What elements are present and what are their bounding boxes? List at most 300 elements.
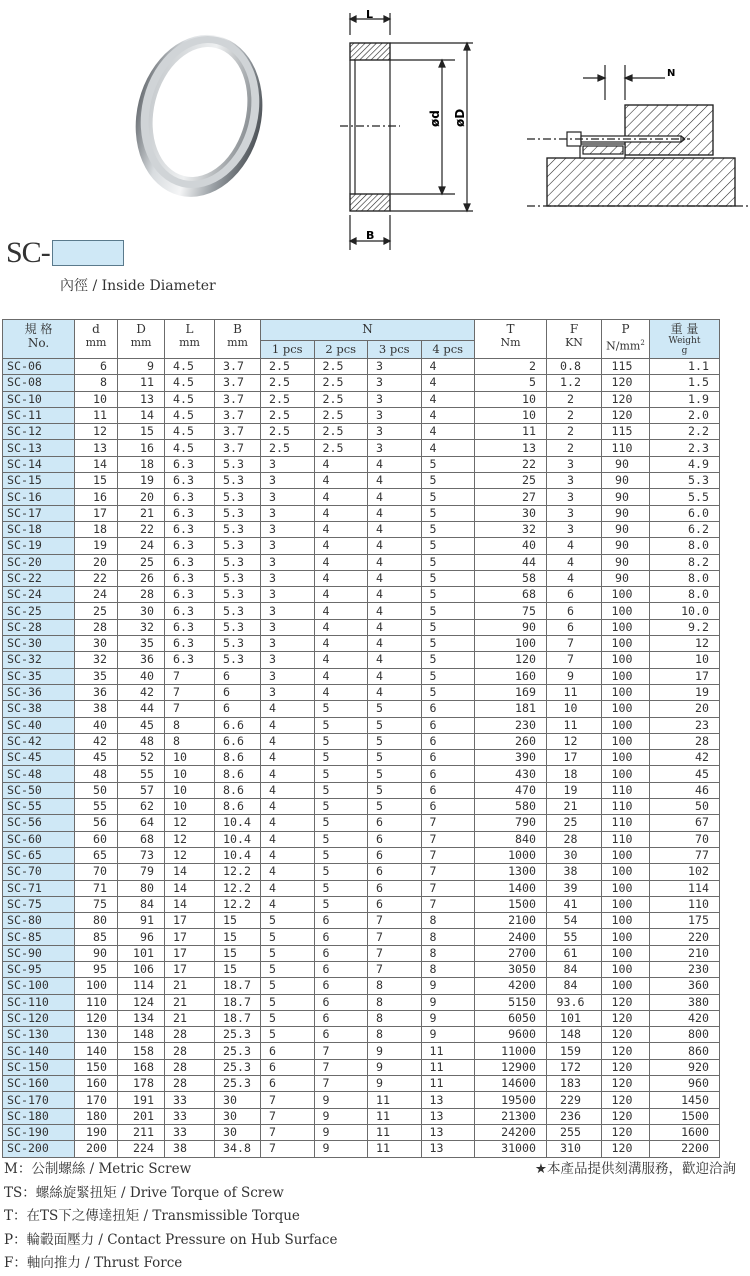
cell-d: 20 — [75, 554, 118, 570]
cell-D: 79 — [118, 864, 165, 880]
cell-n3: 7 — [368, 929, 422, 945]
cell-n3: 4 — [368, 521, 422, 537]
cell-weight: 380 — [650, 994, 720, 1010]
legend-item-f: F：軸向推力 / Thrust Force — [4, 1255, 183, 1271]
col-B: B mm — [215, 320, 261, 359]
cell-n2: 5 — [314, 799, 368, 815]
cell-D: 48 — [118, 733, 165, 749]
cell-p: 100 — [602, 929, 650, 945]
cell-p: 110 — [602, 831, 650, 847]
cell-f: 18 — [547, 766, 602, 782]
table-row — [3, 1010, 720, 1026]
cell-D: 158 — [118, 1043, 165, 1059]
cell-weight: 70 — [650, 831, 720, 847]
cell-n1: 4 — [261, 766, 315, 782]
cell-L: 6.3 — [165, 538, 215, 554]
cell-L: 8 — [165, 733, 215, 749]
cell-n1: 5 — [261, 1010, 315, 1026]
cell-f: 7 — [547, 652, 602, 668]
cell-n4: 5 — [421, 554, 475, 570]
cell-t: 2400 — [475, 929, 547, 945]
cell-n3: 5 — [368, 766, 422, 782]
cell-D: 35 — [118, 636, 165, 652]
cell-weight: 114 — [650, 880, 720, 896]
cell-weight: 920 — [650, 1059, 720, 1075]
cell-d: 85 — [75, 929, 118, 945]
cell-n1: 5 — [261, 945, 315, 961]
cell-n3: 6 — [368, 896, 422, 912]
cell-n4: 5 — [421, 603, 475, 619]
cell-d: 70 — [75, 864, 118, 880]
cell-D: 148 — [118, 1027, 165, 1043]
cell-p: 90 — [602, 554, 650, 570]
cell-L: 17 — [165, 961, 215, 977]
cell-n2: 5 — [314, 847, 368, 863]
cell-f: 310 — [547, 1141, 602, 1157]
cell-model: SC-32 — [3, 652, 75, 668]
cell-weight: 5.5 — [650, 489, 720, 505]
cell-n3: 6 — [368, 847, 422, 863]
cell-d: 14 — [75, 456, 118, 472]
table-row — [3, 521, 720, 537]
cell-weight: 1450 — [650, 1092, 720, 1108]
cell-B: 6.6 — [215, 717, 261, 733]
cell-n3: 4 — [368, 538, 422, 554]
cell-L: 21 — [165, 1010, 215, 1026]
cell-d: 160 — [75, 1076, 118, 1092]
cell-L: 28 — [165, 1043, 215, 1059]
cell-n4: 9 — [421, 1027, 475, 1043]
cell-n2: 4 — [314, 570, 368, 586]
cell-D: 91 — [118, 913, 165, 929]
cell-d: 11 — [75, 407, 118, 423]
cell-f: 54 — [547, 913, 602, 929]
cell-D: 124 — [118, 994, 165, 1010]
col-d: d mm — [75, 320, 118, 359]
cell-n4: 9 — [421, 994, 475, 1010]
cell-t: 160 — [475, 668, 547, 684]
table-row — [3, 815, 720, 831]
table-row — [3, 896, 720, 912]
cell-n3: 8 — [368, 1010, 422, 1026]
cell-L: 6.3 — [165, 570, 215, 586]
cell-D: 44 — [118, 701, 165, 717]
cell-n1: 4 — [261, 799, 315, 815]
cell-p: 100 — [602, 961, 650, 977]
cell-n3: 8 — [368, 1027, 422, 1043]
cell-d: 180 — [75, 1108, 118, 1124]
cell-D: 201 — [118, 1108, 165, 1124]
cell-d: 32 — [75, 652, 118, 668]
cell-n3: 7 — [368, 913, 422, 929]
cell-D: 30 — [118, 603, 165, 619]
cell-n1: 3 — [261, 587, 315, 603]
cell-D: 11 — [118, 375, 165, 391]
cell-L: 28 — [165, 1076, 215, 1092]
cell-n1: 4 — [261, 847, 315, 863]
cell-n1: 4 — [261, 717, 315, 733]
cell-L: 7 — [165, 684, 215, 700]
cell-f: 6 — [547, 587, 602, 603]
cell-D: 224 — [118, 1141, 165, 1157]
cell-n1: 6 — [261, 1059, 315, 1075]
cell-p: 110 — [602, 440, 650, 456]
cell-n1: 3 — [261, 652, 315, 668]
cell-t: 6050 — [475, 1010, 547, 1026]
table-row — [3, 391, 720, 407]
cell-d: 19 — [75, 538, 118, 554]
cell-n4: 6 — [421, 733, 475, 749]
cell-n4: 6 — [421, 799, 475, 815]
cell-D: 22 — [118, 521, 165, 537]
cell-n3: 3 — [368, 424, 422, 440]
cell-n4: 5 — [421, 684, 475, 700]
cell-B: 12.2 — [215, 896, 261, 912]
cell-L: 33 — [165, 1124, 215, 1140]
cell-B: 5.3 — [215, 473, 261, 489]
cell-d: 48 — [75, 766, 118, 782]
cell-n1: 5 — [261, 1027, 315, 1043]
cell-D: 15 — [118, 424, 165, 440]
table-row — [3, 1027, 720, 1043]
cell-D: 80 — [118, 880, 165, 896]
cell-f: 4 — [547, 554, 602, 570]
cell-p: 120 — [602, 1059, 650, 1075]
cell-D: 28 — [118, 587, 165, 603]
cell-n4: 5 — [421, 570, 475, 586]
cell-weight: 102 — [650, 864, 720, 880]
table-row — [3, 1043, 720, 1059]
cell-model: SC-140 — [3, 1043, 75, 1059]
cell-p: 120 — [602, 1124, 650, 1140]
cell-t: 260 — [475, 733, 547, 749]
cell-model: SC-40 — [3, 717, 75, 733]
cell-D: 191 — [118, 1092, 165, 1108]
cell-f: 2 — [547, 407, 602, 423]
cell-f: 17 — [547, 750, 602, 766]
table-row — [3, 961, 720, 977]
cell-f: 6 — [547, 603, 602, 619]
cell-D: 84 — [118, 896, 165, 912]
cell-model: SC-38 — [3, 701, 75, 717]
cell-n2: 2.5 — [314, 440, 368, 456]
table-row — [3, 603, 720, 619]
cell-t: 1300 — [475, 864, 547, 880]
table-row — [3, 799, 720, 815]
cell-n2: 5 — [314, 815, 368, 831]
cell-D: 42 — [118, 684, 165, 700]
cell-weight: 360 — [650, 978, 720, 994]
cell-n1: 4 — [261, 701, 315, 717]
table-row — [3, 913, 720, 929]
cell-L: 6.3 — [165, 456, 215, 472]
cell-f: 7 — [547, 636, 602, 652]
cell-n4: 11 — [421, 1043, 475, 1059]
cell-n3: 4 — [368, 473, 422, 489]
table-row — [3, 1124, 720, 1140]
cell-d: 75 — [75, 896, 118, 912]
cell-B: 18.7 — [215, 1010, 261, 1026]
cell-t: 10 — [475, 391, 547, 407]
cell-f: 25 — [547, 815, 602, 831]
cell-D: 40 — [118, 668, 165, 684]
cell-n3: 4 — [368, 684, 422, 700]
cell-f: 3 — [547, 473, 602, 489]
cell-n1: 4 — [261, 831, 315, 847]
cell-t: 90 — [475, 619, 547, 635]
cell-weight: 800 — [650, 1027, 720, 1043]
cross-section-diagram — [335, 5, 475, 255]
cell-d: 35 — [75, 668, 118, 684]
cell-D: 13 — [118, 391, 165, 407]
cell-n2: 4 — [314, 684, 368, 700]
cell-model: SC-13 — [3, 440, 75, 456]
cell-p: 90 — [602, 570, 650, 586]
cell-n2: 4 — [314, 505, 368, 521]
cell-model: SC-22 — [3, 570, 75, 586]
cell-B: 3.7 — [215, 440, 261, 456]
table-row — [3, 489, 720, 505]
cell-t: 14600 — [475, 1076, 547, 1092]
cell-n2: 5 — [314, 750, 368, 766]
table-row — [3, 359, 720, 375]
cell-model: SC-42 — [3, 733, 75, 749]
cell-d: 56 — [75, 815, 118, 831]
cell-L: 12 — [165, 847, 215, 863]
cell-model: SC-17 — [3, 505, 75, 521]
cell-n1: 3 — [261, 473, 315, 489]
cell-D: 178 — [118, 1076, 165, 1092]
cell-f: 10 — [547, 701, 602, 717]
cell-n4: 7 — [421, 880, 475, 896]
cell-L: 6.3 — [165, 505, 215, 521]
cell-t: 32 — [475, 521, 547, 537]
cell-n2: 6 — [314, 961, 368, 977]
cell-f: 38 — [547, 864, 602, 880]
cell-B: 10.4 — [215, 815, 261, 831]
cell-n1: 3 — [261, 489, 315, 505]
cell-L: 8 — [165, 717, 215, 733]
cell-B: 8.6 — [215, 782, 261, 798]
cell-p: 90 — [602, 473, 650, 489]
cell-model: SC-56 — [3, 815, 75, 831]
cell-n2: 4 — [314, 587, 368, 603]
cell-n4: 6 — [421, 717, 475, 733]
cell-p: 100 — [602, 864, 650, 880]
cell-L: 14 — [165, 864, 215, 880]
cell-n1: 6 — [261, 1043, 315, 1059]
cell-model: SC-11 — [3, 407, 75, 423]
table-row — [3, 587, 720, 603]
cell-t: 22 — [475, 456, 547, 472]
cell-n1: 4 — [261, 896, 315, 912]
cell-f: 11 — [547, 717, 602, 733]
cell-L: 33 — [165, 1108, 215, 1124]
cell-p: 115 — [602, 359, 650, 375]
cell-n3: 9 — [368, 1043, 422, 1059]
cell-f: 0.8 — [547, 359, 602, 375]
cell-L: 28 — [165, 1059, 215, 1075]
table-row — [3, 538, 720, 554]
cell-L: 17 — [165, 913, 215, 929]
cell-weight: 17 — [650, 668, 720, 684]
cell-f: 21 — [547, 799, 602, 815]
cell-n3: 3 — [368, 440, 422, 456]
product-ring-photo — [115, 20, 285, 205]
cell-t: 470 — [475, 782, 547, 798]
cell-n3: 6 — [368, 864, 422, 880]
cell-L: 12 — [165, 815, 215, 831]
cell-model: SC-08 — [3, 375, 75, 391]
cell-d: 15 — [75, 473, 118, 489]
cell-weight: 230 — [650, 961, 720, 977]
cell-B: 12.2 — [215, 880, 261, 896]
cell-f: 11 — [547, 684, 602, 700]
cell-n2: 9 — [314, 1124, 368, 1140]
cell-model: SC-200 — [3, 1141, 75, 1157]
cell-f: 28 — [547, 831, 602, 847]
cell-model: SC-100 — [3, 978, 75, 994]
cell-n4: 6 — [421, 782, 475, 798]
cell-n1: 3 — [261, 538, 315, 554]
cell-t: 3050 — [475, 961, 547, 977]
cell-f: 229 — [547, 1092, 602, 1108]
cell-L: 6.3 — [165, 473, 215, 489]
cell-n2: 5 — [314, 766, 368, 782]
cell-f: 9 — [547, 668, 602, 684]
cell-d: 36 — [75, 684, 118, 700]
cell-p: 120 — [602, 1141, 650, 1157]
cell-weight: 10 — [650, 652, 720, 668]
cell-D: 52 — [118, 750, 165, 766]
cell-weight: 8.0 — [650, 538, 720, 554]
cell-L: 6.3 — [165, 489, 215, 505]
cell-f: 93.6 — [547, 994, 602, 1010]
cell-f: 2 — [547, 424, 602, 440]
col-model: 規 格 No. — [3, 320, 75, 359]
cell-p: 100 — [602, 880, 650, 896]
cell-n3: 7 — [368, 961, 422, 977]
cell-n4: 5 — [421, 521, 475, 537]
cell-f: 55 — [547, 929, 602, 945]
cell-n2: 4 — [314, 538, 368, 554]
cell-n2: 4 — [314, 456, 368, 472]
cell-B: 18.7 — [215, 978, 261, 994]
cell-p: 120 — [602, 1010, 650, 1026]
cell-t: 169 — [475, 684, 547, 700]
cell-D: 26 — [118, 570, 165, 586]
cell-n2: 6 — [314, 994, 368, 1010]
table-row — [3, 505, 720, 521]
cell-B: 3.7 — [215, 359, 261, 375]
cell-d: 30 — [75, 636, 118, 652]
cell-model: SC-25 — [3, 603, 75, 619]
cell-model: SC-48 — [3, 766, 75, 782]
cell-n1: 3 — [261, 456, 315, 472]
cell-p: 120 — [602, 1108, 650, 1124]
cell-B: 3.7 — [215, 424, 261, 440]
cell-n2: 9 — [314, 1108, 368, 1124]
cell-B: 30 — [215, 1108, 261, 1124]
cell-d: 200 — [75, 1141, 118, 1157]
cell-n4: 6 — [421, 766, 475, 782]
cell-d: 6 — [75, 359, 118, 375]
cell-weight: 2.2 — [650, 424, 720, 440]
cell-weight: 50 — [650, 799, 720, 815]
cell-B: 34.8 — [215, 1141, 261, 1157]
cell-n2: 2.5 — [314, 407, 368, 423]
cell-D: 64 — [118, 815, 165, 831]
cell-n2: 5 — [314, 701, 368, 717]
cell-weight: 1.5 — [650, 375, 720, 391]
cell-B: 5.3 — [215, 521, 261, 537]
cell-weight: 4.9 — [650, 456, 720, 472]
cell-n4: 9 — [421, 1010, 475, 1026]
cell-t: 31000 — [475, 1141, 547, 1157]
cell-B: 15 — [215, 945, 261, 961]
cell-f: 4 — [547, 570, 602, 586]
cell-weight: 2.3 — [650, 440, 720, 456]
legend — [4, 1158, 337, 1276]
cell-D: 14 — [118, 407, 165, 423]
legend-item-t: T：在TS下之傳達扭矩 / Transmissible Torque — [4, 1208, 300, 1224]
table-row — [3, 733, 720, 749]
cell-B: 3.7 — [215, 391, 261, 407]
cell-L: 10 — [165, 799, 215, 815]
cell-t: 430 — [475, 766, 547, 782]
cell-n3: 4 — [368, 456, 422, 472]
cell-n3: 11 — [368, 1141, 422, 1157]
cell-weight: 1600 — [650, 1124, 720, 1140]
cell-B: 5.3 — [215, 570, 261, 586]
table-row — [3, 619, 720, 635]
cell-n4: 7 — [421, 831, 475, 847]
cell-f: 12 — [547, 733, 602, 749]
cell-B: 5.3 — [215, 538, 261, 554]
table-row — [3, 1076, 720, 1092]
cell-B: 15 — [215, 929, 261, 945]
cell-p: 100 — [602, 652, 650, 668]
cell-n1: 2.5 — [261, 440, 315, 456]
cell-d: 25 — [75, 603, 118, 619]
cell-d: 22 — [75, 570, 118, 586]
cell-t: 2 — [475, 359, 547, 375]
col-N-3pcs: 3 pcs — [368, 340, 422, 358]
cell-f: 255 — [547, 1124, 602, 1140]
cell-B: 30 — [215, 1092, 261, 1108]
table-row — [3, 668, 720, 684]
cell-L: 6.3 — [165, 587, 215, 603]
cell-d: 130 — [75, 1027, 118, 1043]
cell-p: 100 — [602, 913, 650, 929]
cell-d: 42 — [75, 733, 118, 749]
cell-n1: 3 — [261, 505, 315, 521]
cell-n4: 13 — [421, 1141, 475, 1157]
cell-n1: 7 — [261, 1124, 315, 1140]
cell-n2: 5 — [314, 717, 368, 733]
table-row — [3, 782, 720, 798]
cell-model: SC-75 — [3, 896, 75, 912]
col-N-1pcs: 1 pcs — [261, 340, 315, 358]
cell-n2: 7 — [314, 1043, 368, 1059]
cell-f: 39 — [547, 880, 602, 896]
cell-n1: 4 — [261, 864, 315, 880]
cell-B: 15 — [215, 961, 261, 977]
table-row — [3, 929, 720, 945]
cell-model: SC-20 — [3, 554, 75, 570]
cell-D: 211 — [118, 1124, 165, 1140]
cell-n4: 5 — [421, 473, 475, 489]
